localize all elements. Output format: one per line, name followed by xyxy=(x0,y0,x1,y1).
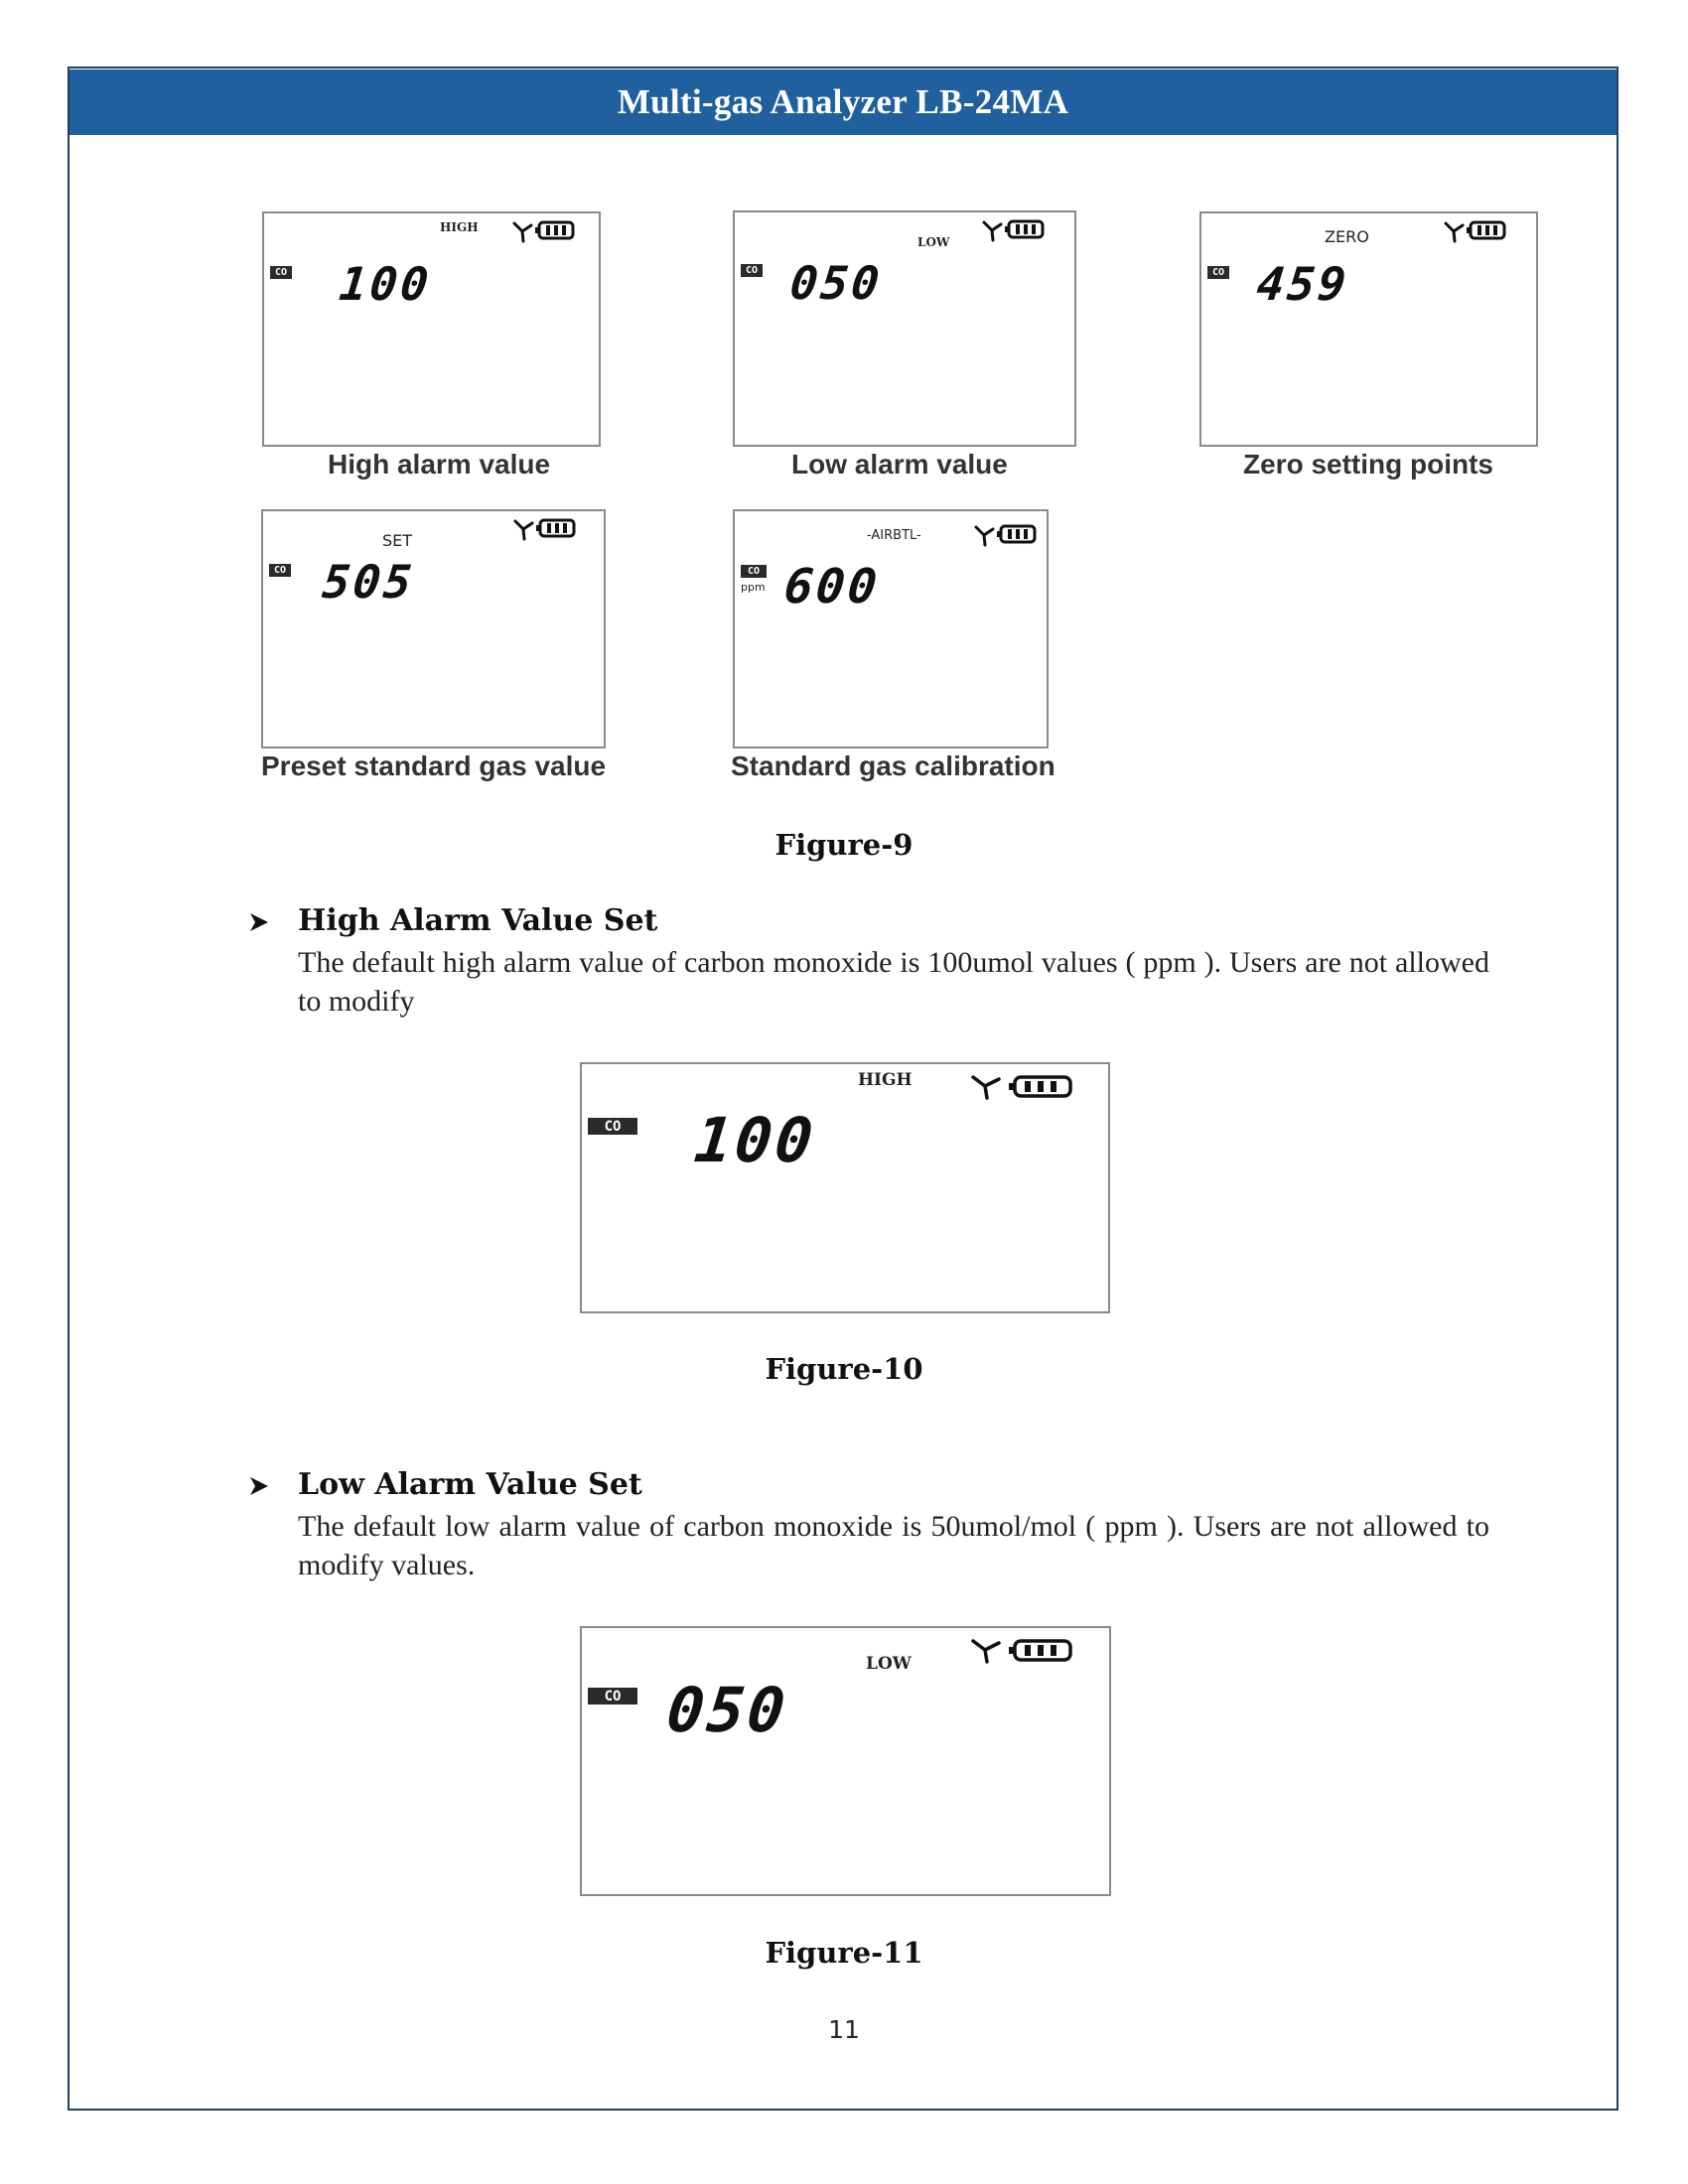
lcd-screen-high xyxy=(262,211,601,447)
arrow-bullet-icon xyxy=(248,1475,270,1497)
section-title-high-alarm: High Alarm Value Set xyxy=(298,903,658,938)
lcd-value: 050 xyxy=(663,1674,791,1746)
mode-indicator: HIGH xyxy=(858,1070,913,1090)
figure-9-label: Figure-9 xyxy=(774,828,914,862)
lcd-value: 100 xyxy=(337,257,434,311)
section-text-high-alarm: The default high alarm value of carbon monoxide is 100umol values ( ppm ). Users are not allowed to modify xyxy=(298,946,1489,1018)
fan-icon xyxy=(973,1641,999,1662)
gas-badge: CO xyxy=(588,1118,637,1135)
gas-badge: CO xyxy=(1207,266,1229,279)
gas-badge: CO xyxy=(270,266,292,279)
section-title-low-alarm: Low Alarm Value Set xyxy=(298,1467,642,1502)
lcd-screen-figure-11 xyxy=(580,1626,1111,1896)
figure-11-label: Figure-11 xyxy=(765,1936,923,1970)
gas-badge: CO xyxy=(741,264,763,277)
unit-label: ppm xyxy=(741,581,766,594)
status-icons xyxy=(963,1070,1074,1100)
battery-icon xyxy=(1009,1077,1070,1096)
lcd-screen-airbtl xyxy=(733,509,1049,749)
mode-indicator: LOW xyxy=(866,1654,912,1674)
fan-icon xyxy=(515,521,532,539)
status-icons xyxy=(508,217,578,243)
lcd-value: 050 xyxy=(787,256,885,310)
caption-standard-gas: Standard gas calibration xyxy=(731,751,1055,781)
battery-icon xyxy=(1005,221,1043,237)
status-icons xyxy=(509,515,579,541)
fan-icon xyxy=(514,223,531,241)
status-icons xyxy=(970,521,1040,547)
caption-preset-gas: Preset standard gas value xyxy=(261,751,607,781)
mode-indicator: SET xyxy=(382,531,413,550)
lcd-value: 459 xyxy=(1254,257,1351,311)
lcd-value: 505 xyxy=(320,555,417,609)
lcd-screen-set xyxy=(261,509,606,749)
status-icons xyxy=(978,216,1048,242)
fan-icon xyxy=(973,1077,999,1098)
header-title: Multi-gas Analyzer LB-24MA xyxy=(617,82,1069,121)
arrow-bullet-icon xyxy=(248,911,270,933)
mode-indicator: HIGH xyxy=(440,220,479,234)
fan-icon xyxy=(1446,223,1463,241)
lcd-screen-zero xyxy=(1199,211,1538,447)
gas-badge: CO xyxy=(588,1688,637,1705)
battery-icon xyxy=(536,520,574,536)
page-header xyxy=(70,69,1617,135)
caption-low-alarm: Low alarm value xyxy=(791,449,1008,479)
section-text-low-alarm: The default low alarm value of carbon monoxide is 50umol/mol ( ppm ). Users are not allowed to modify values. xyxy=(298,1510,1489,1581)
lcd-value: 100 xyxy=(691,1104,819,1176)
lcd-screen-figure-10 xyxy=(580,1062,1110,1313)
caption-zero-setting: Zero setting points xyxy=(1243,449,1493,479)
battery-icon xyxy=(997,526,1035,542)
figure-10-label: Figure-10 xyxy=(765,1352,923,1386)
mode-indicator: ZERO xyxy=(1325,227,1369,246)
status-icons xyxy=(1440,217,1509,243)
lcd-screen-low xyxy=(733,210,1076,447)
battery-icon xyxy=(535,222,573,238)
gas-badge: CO xyxy=(741,565,767,578)
mode-indicator: LOW xyxy=(917,235,950,249)
battery-icon xyxy=(1467,222,1504,238)
battery-icon xyxy=(1009,1641,1070,1660)
status-icons xyxy=(963,1634,1074,1664)
gas-badge: CO xyxy=(269,564,291,577)
mode-indicator: -AIRBTL- xyxy=(867,528,921,543)
caption-high-alarm: High alarm value xyxy=(328,449,551,479)
page-number: 11 xyxy=(828,2015,860,2044)
fan-icon xyxy=(984,222,1001,240)
lcd-value: 600 xyxy=(781,559,883,614)
fan-icon xyxy=(976,527,993,545)
